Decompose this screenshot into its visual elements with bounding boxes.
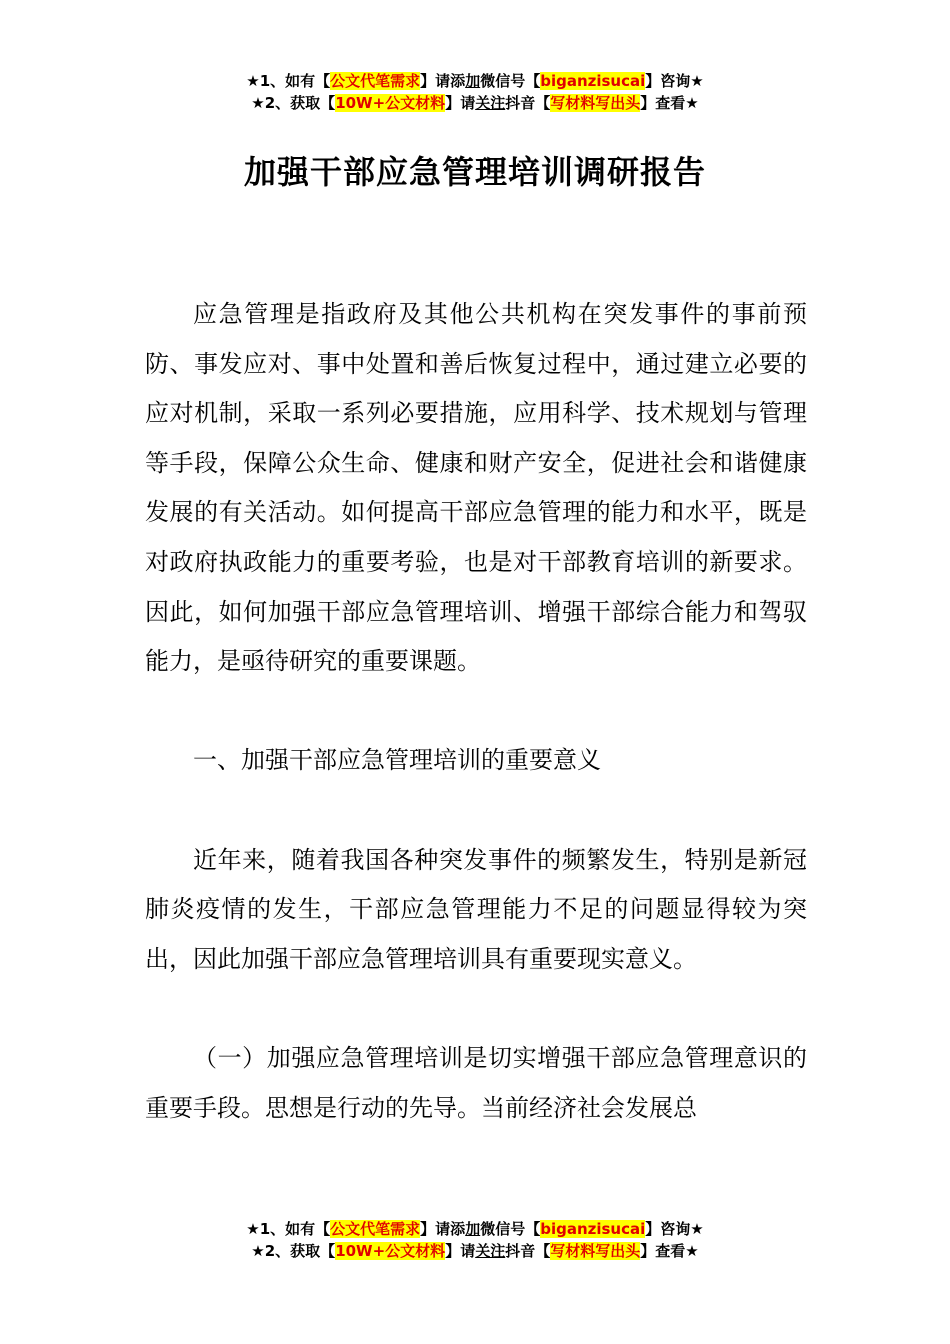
document-title: 加强干部应急管理培训调研报告 — [243, 153, 706, 191]
paragraph: （一）加强应急管理培训是切实增强干部应急管理意识的重要手段。思想是行动的先导。当前经济社会发展总 — [145, 1043, 807, 1122]
banner-highlight: 公文代笔需求 — [330, 1220, 421, 1238]
paragraph: 近年来，随着我国各种突发事件的频繁发生，特别是新冠肺炎疫情的发生，干部应急管理能力不足的问题显得较为突出，因此加强干部应急管理培训具有重要现实意义。 — [145, 845, 807, 973]
banner-text: ★1、如有【 — [246, 72, 331, 90]
banner-text: 】查看★ — [640, 1242, 699, 1260]
banner-highlight: biganzisucai — [540, 72, 646, 90]
banner-line-1 — [0, 70, 950, 92]
section-heading: 一、加强干部应急管理培训的重要意义 — [193, 746, 601, 775]
banner-line-2 — [0, 92, 950, 114]
banner-text: 】咨询★ — [645, 72, 704, 90]
banner-text: ★2、获取【 — [251, 94, 336, 112]
banner-highlight: 10W+公文材料 — [335, 94, 446, 112]
banner-highlight: 公文代笔需求 — [330, 72, 421, 90]
banner-text: 加 — [465, 72, 481, 90]
banner-highlight: 10W+公文材料 — [335, 1242, 446, 1260]
banner-text: ★1、如有【 — [246, 1220, 331, 1238]
banner-text: 】请 — [445, 1242, 476, 1260]
banner-text: 】请 — [445, 94, 476, 112]
banner-text: 关注 — [475, 1242, 506, 1260]
banner-highlight: 写材料写出头 — [550, 94, 641, 112]
banner-text: 抖音【 — [505, 1242, 551, 1260]
banner-text: 】查看★ — [640, 94, 699, 112]
banner-text: 关注 — [475, 94, 506, 112]
header-banner — [0, 70, 950, 114]
banner-text: 】请添 — [420, 72, 466, 90]
banner-text: 】咨询★ — [645, 1220, 704, 1238]
banner-line-2 — [0, 1240, 950, 1262]
banner-text: ★2、获取【 — [251, 1242, 336, 1260]
banner-text: 】请添 — [420, 1220, 466, 1238]
document-body — [145, 290, 807, 1133]
banner-text: 微信号【 — [480, 1220, 541, 1238]
banner-text: 微信号【 — [480, 72, 541, 90]
paragraph-intro: 应急管理是指政府及其他公共机构在突发事件的事前预防、事发应对、事中处置和善后恢复过程中，通过建立必要的应对机制，采取一系列必要措施，应用科学、技术规划与管理等手段，保障公众生命、健康和财产安全，促进社会和谐健康发展的有关活动。如何提高干部应急管理的能力和水平，既是对政府执政能力的重要考验，也是对干部教育培训的新要求。因此，如何加强干部应急管理培训、增强干部综合能力和驾驭能力，是亟待研究的重要课题。 — [145, 300, 807, 676]
banner-line-1 — [0, 1218, 950, 1240]
banner-highlight: 写材料写出头 — [550, 1242, 641, 1260]
footer-banner — [0, 1218, 950, 1262]
banner-text: 抖音【 — [505, 94, 551, 112]
banner-text: 加 — [465, 1220, 481, 1238]
banner-highlight: biganzisucai — [540, 1220, 646, 1238]
